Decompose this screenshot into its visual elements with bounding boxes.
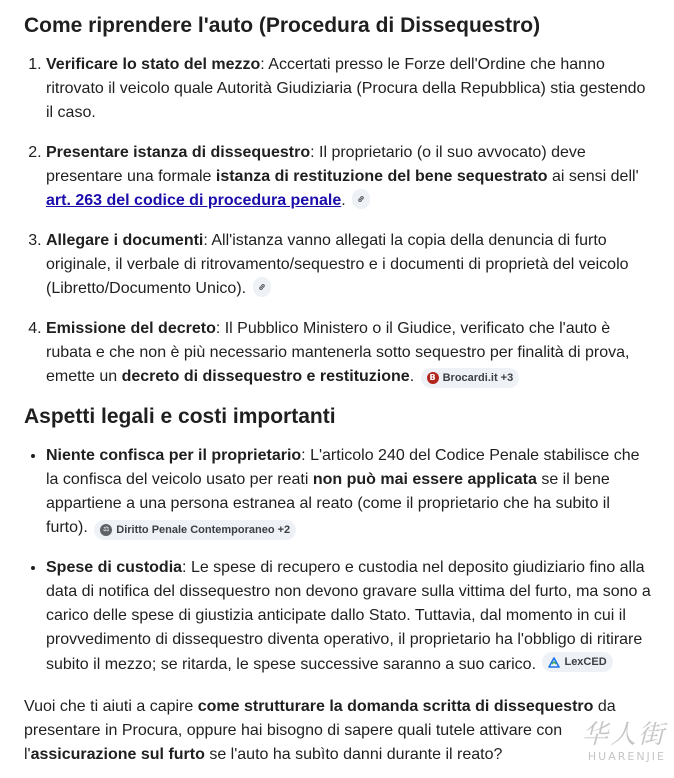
source-chip-label: LexCED [564,656,607,668]
item-text: se il bene appartiene a una persona estranea al reato (come il proprietario che ha subito il furto). [46,471,610,536]
diritto-penale-logo-icon: ⚖ [100,524,112,536]
brocardi-logo-icon: B [427,372,439,384]
step-title: Presentare istanza di dissequestro [46,144,311,161]
closing-text: se l'auto ha subìto danni durante il reato? [204,746,503,763]
closing-emphasis: come strutturare la domanda scritta di dissequestro [197,698,594,715]
source-link-chip[interactable] [352,189,370,209]
step-text: . [409,368,415,385]
source-chip-label: Brocardi.it +3 [442,372,514,384]
list-item [46,444,656,540]
step-title: Emissione del decreto [46,320,216,337]
source-chip-brocardi[interactable] [421,368,520,388]
step-text: : Accertati presso le Forze dell'Ordine che hanno ritrovato il veicolo quale Autorità Giudiziaria (Procura della Repubblica) stia gestendo il caso. [46,56,646,121]
article-263-link[interactable]: art. 263 del codice di procedura penale [46,192,342,209]
list-item [46,317,656,389]
item-emphasis: non può mai essere applicata [312,471,537,488]
closing-text: da presentare in Procura, oppure hai bisogno di sapere quali tutele attivare con l' [24,698,616,763]
list-item [46,556,656,677]
list-item [46,141,656,213]
answer-content [24,10,656,767]
step-title: Allegare i documenti [46,232,204,249]
watermark [546,720,666,770]
step-text: ai sensi dell' [547,168,639,185]
step-text: : Il Pubblico Ministero o il Giudice, verificato che l'auto è rubata e che non è più necessario mantenerla sotto sequestro per finalità di prova, emette un [46,320,630,385]
closing-text: Vuoi che ti aiuti a capire [24,698,198,715]
source-link-chip[interactable] [253,277,271,297]
item-title: Spese di custodia [46,559,183,576]
legal-aspects-list [24,444,656,677]
closing-emphasis: assicurazione sul furto [30,746,205,763]
step-emphasis: istanza di restituzione del bene sequestrato [215,168,548,185]
list-item [46,229,656,301]
step-text: . [341,192,346,209]
list-item [46,53,656,125]
section-heading-procedure: Come riprendere l'auto (Procedura di Dissequestro) [24,14,541,37]
item-text: : Le spese di recupero e custodia nel deposito giudiziario fino alla data di notifica del dissequestro non devono gravare sulla vittima del furto, ma sono a carico delle spese di giustizia anticipate dallo Stato. Tuttavia, dal momento in cui il provvedimento di dissequestro diventa operativo, il proprietario ha l'obbligo di ritirare subito il mezzo; se ritarda, le spese successive saranno a suo carico. [46,559,651,673]
source-chip-diritto-penale[interactable] [94,520,296,540]
watermark-latin-text: HUARENJIE [587,750,666,763]
source-chip-label: Diritto Penale Contemporaneo +2 [116,524,291,536]
step-text: : All'istanza vanno allegati la copia della denuncia di furto originale, il verbale di ritrovamento/sequestro e i documenti di proprietà del veicolo (Libretto/Documento Unico). [46,232,629,297]
step-title: Verificare lo stato del mezzo [46,56,261,73]
link-icon [258,282,266,292]
source-chip-lexced[interactable] [542,652,612,672]
step-emphasis: decreto di dissequestro e restituzione [121,368,410,385]
lexced-logo-icon [548,656,560,668]
watermark-chinese-text: 华人街 [581,720,666,750]
link-icon [357,194,365,204]
section-heading-legal: Aspetti legali e costi importanti [24,405,336,428]
procedure-steps-list [24,53,656,389]
item-title: Niente confisca per il proprietario [46,447,302,464]
step-text: : Il proprietario (o il suo avvocato) deve presentare una formale [46,144,586,185]
item-text: : L'articolo 240 del Codice Penale stabilisce che la confisca del veicolo usato per reati [46,447,640,488]
